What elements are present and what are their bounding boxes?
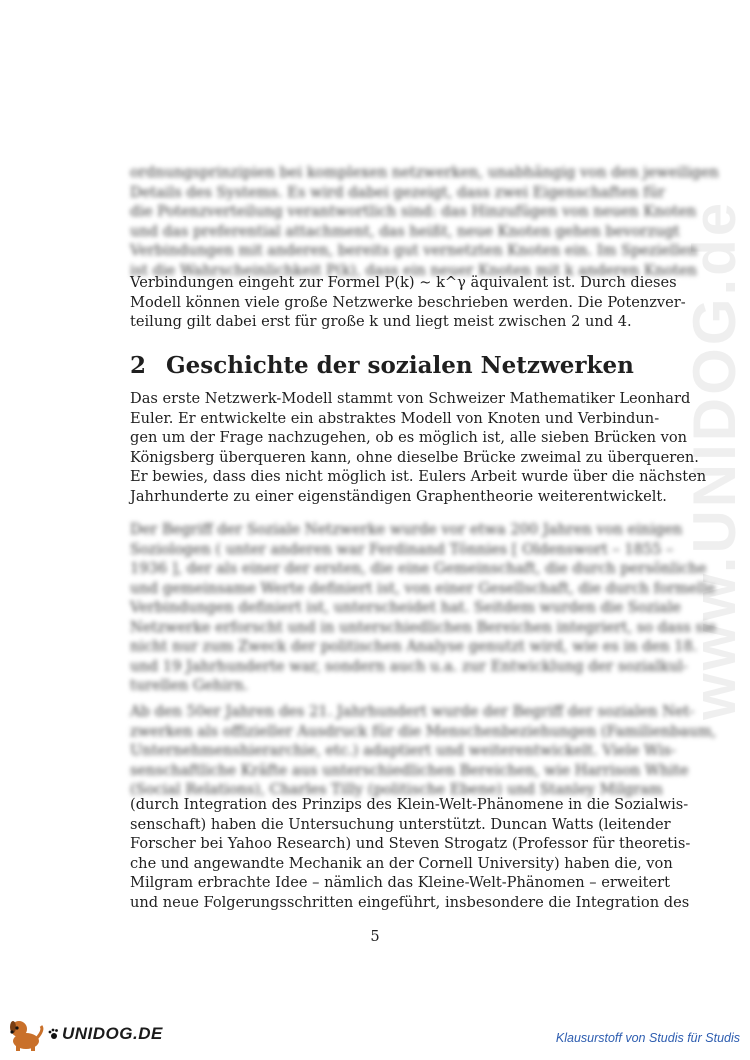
text-line: Ab den 50er Jahren des 21. Jahrhundert wurde der Begriff der sozialen Net- [130, 703, 695, 720]
text-line: und neue Folgerungsschritten eingeführt, insbesondere die Integration des [130, 893, 690, 911]
text-line: Jahrhunderte zu einer eigenständigen Graphentheorie weiterentwickelt. [130, 487, 667, 505]
text-line: Details des Systems. Es wird dabei gezeigt, dass zwei Eigenschaften für [130, 183, 665, 201]
section-title: Geschichte der sozialen Netzwerken [166, 352, 634, 379]
unidog-logo[interactable] [6, 1016, 163, 1052]
paragraph-small-world [130, 795, 691, 912]
text-line: senschaftliche Kräfte aus unterschiedlichen Bereichen, wie Harrison White [130, 761, 689, 779]
paragraph-euler [130, 389, 707, 506]
blurred-paragraph-history [130, 702, 717, 800]
page-number: 5 [370, 928, 380, 945]
text-line: Unternehmenshierarchie, etc.) adaptiert und weiterentwickelt. Viele Wis- [130, 742, 676, 759]
section-number: 2 [130, 352, 147, 379]
text-line: Der Begriff der Soziale Netzwerke wurde vor etwa 200 Jahren von einigen [130, 521, 683, 538]
text-line: Verbindungen definiert ist, unterscheidet hat. Seitdem wurden die Soziale [130, 599, 681, 616]
text-line: teilung gilt dabei erst für große k und liegt meist zwischen 2 und 4. [130, 313, 632, 330]
footer-tagline: Klausurstoff von Studis für Studis [555, 1031, 740, 1045]
text-line: ordnungsprinzipien bei komplexen netzwerken, unabhängig von den jeweiligen [130, 164, 719, 181]
text-line: (Social Relations), Charles Tilly (politische Ebene) und Stanley Milgram [130, 781, 663, 798]
text-line: Soziologen ( unter anderen war Ferdinand Tönnies [ Oldenswort – 1855 – [130, 540, 674, 558]
section-heading [130, 352, 634, 380]
text-line: Er bewies, dass dies nicht möglich ist. Eulers Arbeit wurde über die nächsten [130, 468, 707, 485]
text-line: Königsberg überqueren kann, ohne dieselbe Brücke zweimal zu überqueren. [130, 448, 699, 466]
text-line: Netzwerke erforscht und in unterschiedlichen Bereichen integriert, so dass sie [130, 618, 717, 636]
text-line: Modell können viele große Netzwerke beschrieben werden. Die Potenzver- [130, 293, 686, 311]
watermark-text: www.UNIDOG.de [681, 199, 748, 720]
text-line: Verbindungen eingeht zur Formel P(k) ∼ k^γ äquivalent ist. Durch dieses [130, 274, 677, 291]
text-line: die Potenzverteilung verantwortlich sind: das Hinzufügen von neuen Knoten [130, 203, 697, 220]
text-line: senschaft) haben die Untersuchung unterstützt. Duncan Watts (leitender [130, 815, 671, 833]
logo-text: UNIDOG.DE [62, 1024, 163, 1043]
paragraph-powerlaw [130, 273, 686, 332]
text-line: Euler. Er entwickelte ein abstraktes Modell von Knoten und Verbindun- [130, 409, 660, 427]
text-line: nicht nur zum Zweck der politischen Analyse genutzt wird, wie es in den 18. [130, 638, 698, 655]
text-line: (durch Integration des Prinzips des Klein-Welt-Phänomene in die Sozialwis- [130, 796, 689, 813]
text-line: che und angewandte Mechanik an der Cornell University) haben die, von [130, 854, 673, 872]
text-line: Forscher bei Yahoo Research) und Steven Strogatz (Professor für theoretis- [130, 835, 691, 852]
text-line: ist die Wahrscheinlichkeit P(k), dass ein neuer Knoten mit k anderen Knoten [130, 261, 697, 279]
text-line: Verbindungen mit anderen, bereits gut vernetzten Knoten ein. Im Speziellen [130, 242, 698, 259]
text-line: Milgram erbrachte Idee – nämlich das Kleine-Welt-Phänomen – erweitert [130, 874, 670, 891]
text-line: und 19 Jahrhunderte war, sondern auch u.a. zur Entwicklung der sozialkul- [130, 657, 688, 675]
text-line: 1936 ], der als einer der ersten, die eine Gemeinschaft, die durch persönliche [130, 560, 707, 577]
text-line: zwerken als offizieller Ausdruck für die Menschenbeziehungen (Familienbaum, [130, 722, 717, 740]
dog-icon [6, 1016, 46, 1052]
text-line: und gemeinsame Werte definiert ist, von einer Gesellschaft, die durch formelle [130, 579, 716, 597]
text-line: gen um der Frage nachzugehen, ob es möglich ist, alle sieben Brücken von [130, 429, 688, 446]
blurred-paragraph-top [130, 163, 719, 280]
paw-icon [48, 1028, 60, 1040]
text-line: und das preferential attachment, das heißt, neue Knoten gehen bevorzugt [130, 222, 680, 240]
text-line: turellen Gehirn. [130, 677, 249, 694]
blurred-paragraph-sociology [130, 520, 717, 696]
text-line: Das erste Netzwerk-Modell stammt von Schweizer Mathematiker Leonhard [130, 390, 691, 407]
